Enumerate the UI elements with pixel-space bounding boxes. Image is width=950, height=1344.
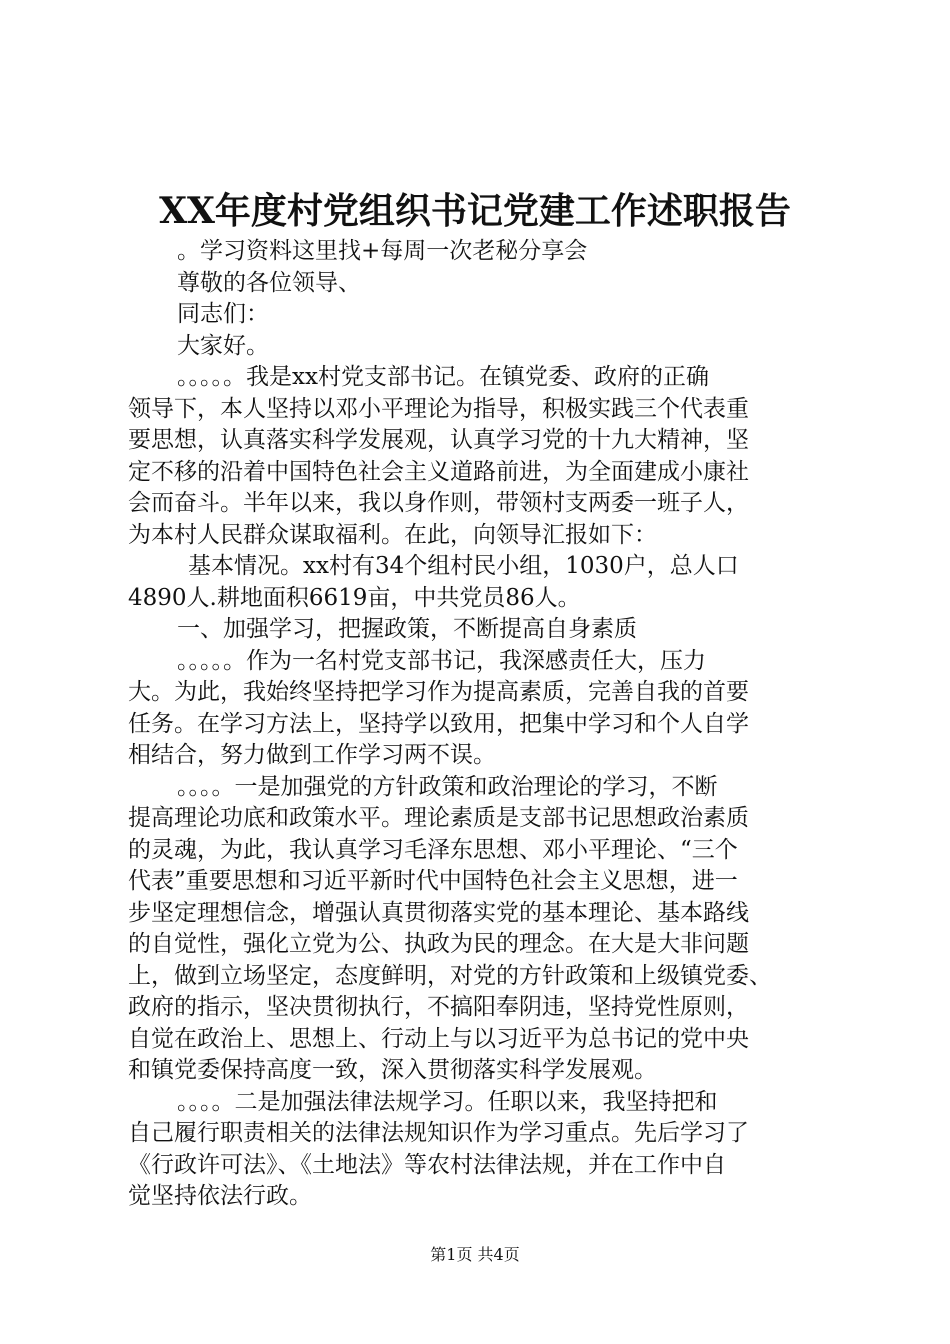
text-line: 。。。。一是加强党的方针政策和政治理论的学习，不断 <box>177 773 718 800</box>
text-line: 上，做到立场坚定，态度鲜明，对党的方针政策和上级镇党委、 <box>128 962 772 989</box>
document-title: XX年度村党组织书记党建工作述职报告 <box>159 190 791 232</box>
text-line: 政府的指示，坚决贯彻执行，不搞阳奉阴违，坚持党性原则， <box>128 994 749 1020</box>
text-line: 。。。。二是加强法律法规学习。任职以来，我坚持把和 <box>177 1088 718 1115</box>
text-line: 。。。。。我是xx村党支部书记。在镇党委、政府的正确 <box>177 364 709 390</box>
text-line: 大家好。 <box>177 332 269 359</box>
text-line: 要思想，认真落实科学发展观，认真学习党的十九大精神，坚 <box>128 427 749 453</box>
text-line: 任务。在学习方法上，坚持学以致用，把集中学习和个人自学 <box>128 710 749 737</box>
text-line: 大。为此，我始终坚持把学习作为提高素质，完善自我的首要 <box>128 679 749 705</box>
text-line: 的灵魂，为此，我认真学习毛泽东思想、邓小平理论、“三个 <box>128 836 738 863</box>
text-line: 提高理论功底和政策水平。理论素质是支部书记思想政治素质 <box>128 805 749 831</box>
text-line: 步坚定理想信念，增强认真贯彻落实党的基本理论、基本路线 <box>128 899 749 926</box>
text-line: 相结合，努力做到工作学习两不误。 <box>128 742 496 768</box>
text-line: 同志们： <box>177 301 269 327</box>
text-line: 领导下，本人坚持以邓小平理论为指导，积极实践三个代表重 <box>128 395 749 422</box>
text-line: 为本村人民群众谋取福利。在此，向领导汇报如下： <box>128 521 657 548</box>
text-line: 。。。。。作为一名村党支部书记，我深感责任大，压力 <box>177 647 706 674</box>
text-line: 的自觉性，强化立党为公、执政为民的理念。在大是大非问题 <box>128 931 749 957</box>
text-line: 《行政许可法》、《土地法》等农村法律法规，并在工作中自 <box>128 1151 726 1178</box>
text-line: 自己履行职责相关的法律法规知识作为学习重点。先后学习了 <box>128 1120 749 1146</box>
document-body <box>128 236 850 1213</box>
text-line: 尊敬的各位领导、 <box>177 269 361 296</box>
text-line: 代表”重要思想和习近平新时代中国特色社会主义思想，进一 <box>128 868 738 894</box>
text-line: 定不移的沿着中国特色社会主义道路前进，为全面建成小康社 <box>128 458 749 485</box>
text-line: 自觉在政治上、思想上、行动上与以习近平为总书记的党中央 <box>128 1025 749 1052</box>
page-footer: 第1页 共4页 <box>430 1245 520 1264</box>
section-heading: 一、加强学习，把握政策，不断提高自身素质 <box>177 616 637 642</box>
text-line: 觉坚持依法行政。 <box>128 1183 312 1209</box>
text-line: 。学习资料这里找+每周一次老秘分享会 <box>177 238 588 264</box>
text-line: 基本情况。xx村有34个组村民小组，1030户，总人口 <box>188 553 739 579</box>
text-line: 4890人.耕地面积6619亩，中共党员86人。 <box>128 584 581 611</box>
text-line: 和镇党委保持高度一致，深入贯彻落实科学发展观。 <box>128 1057 657 1083</box>
text-line: 会而奋斗。半年以来，我以身作则，带领村支两委一班子人， <box>128 490 749 516</box>
